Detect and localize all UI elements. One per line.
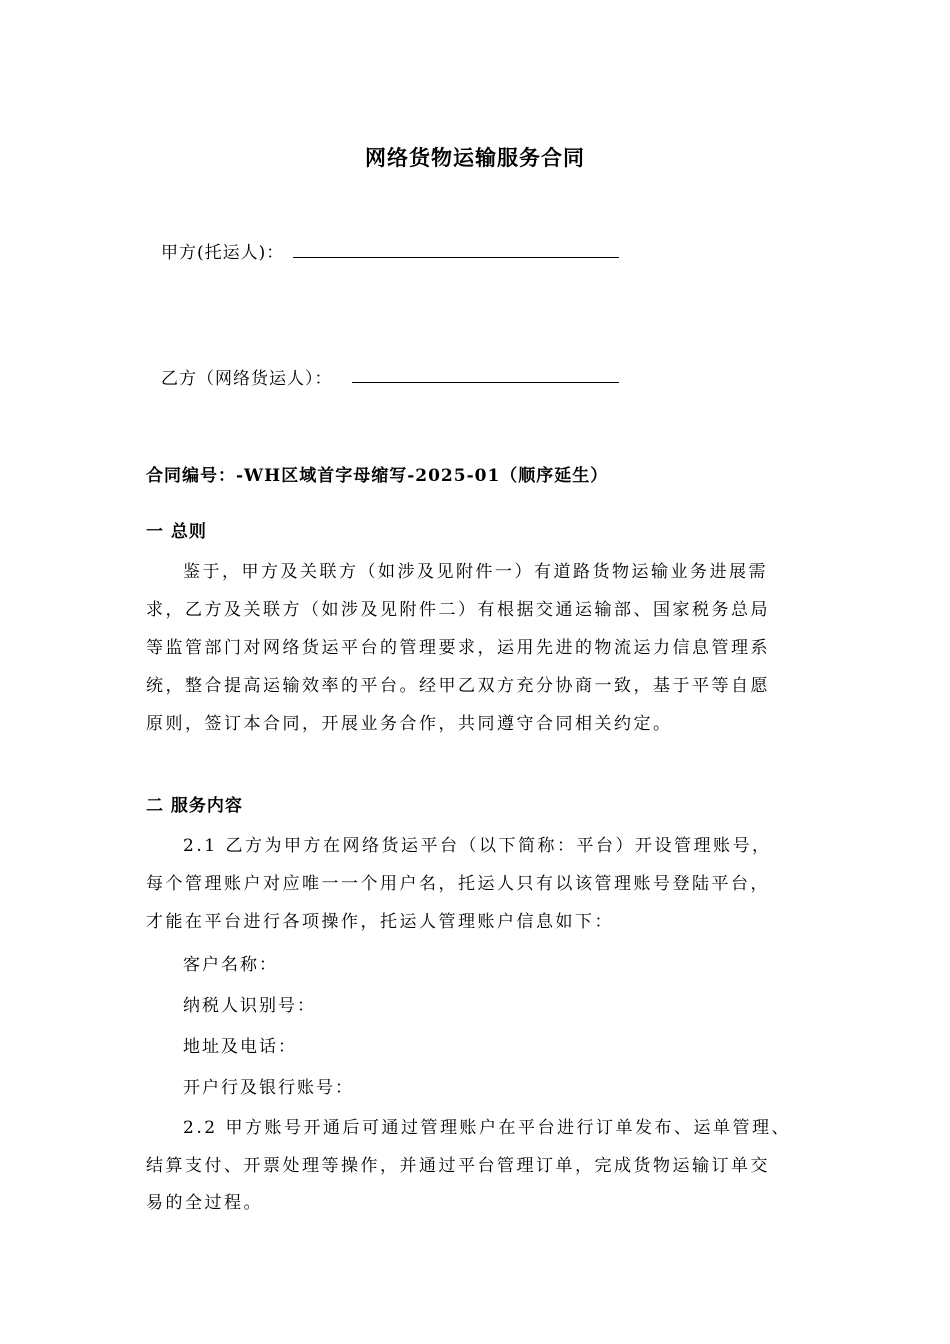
section-2-1-line: 每个管理账户对应唯一一个用户名，托运人只有以该管理账号登陆平台，	[146, 874, 770, 894]
section-1-line: 等监管部门对网络货运平台的管理要求，运用先进的物流运力信息管理系	[146, 638, 770, 658]
section-1-line: 鉴于，甲方及关联方（如涉及见附件一）有道路货物运输业务进展需	[183, 562, 768, 582]
field-bank-account: 开户行及银行账号：	[183, 1078, 354, 1098]
section-2-heading: 二 服务内容	[146, 796, 243, 816]
section-1-line: 统，整合提高运输效率的平台。经甲乙双方充分协商一致，基于平等自愿	[146, 676, 770, 696]
field-taxpayer-id: 纳税人识别号：	[183, 996, 316, 1016]
section-1-line: 求，乙方及关联方（如涉及见附件二）有根据交通运输部、国家税务总局	[146, 600, 770, 620]
party-a-label: 甲方(托运人)：	[161, 243, 285, 263]
document-title: 网络货物运输服务合同	[365, 145, 585, 170]
section-2-2-line: 2.2 甲方账号开通后可通过管理账户在平台进行订单发布、运单管理、	[183, 1118, 791, 1138]
party-b-blank-line	[352, 382, 619, 383]
field-customer-name: 客户名称：	[183, 955, 278, 975]
section-1-heading: 一 总则	[146, 522, 207, 542]
section-1-line: 原则，签订本合同，开展业务合作，共同遵守合同相关约定。	[146, 714, 673, 734]
section-2-2-line: 易的全过程。	[146, 1193, 263, 1213]
contract-number: 合同编号：-WH区域首字母缩写-2025-01（顺序延生）	[146, 466, 609, 486]
field-address-phone: 地址及电话：	[183, 1037, 297, 1057]
section-2-2-line: 结算支付、开票处理等操作，并通过平台管理订单，完成货物运输订单交	[146, 1156, 770, 1176]
party-b-label: 乙方（网络货运人）：	[161, 369, 333, 389]
section-2-1-line: 2.1 乙方为甲方在网络货运平台（以下简称：平台）开设管理账号，	[183, 836, 772, 856]
section-2-1-line: 才能在平台进行各项操作，托运人管理账户信息如下：	[146, 912, 614, 932]
party-a-blank-line	[293, 257, 619, 258]
